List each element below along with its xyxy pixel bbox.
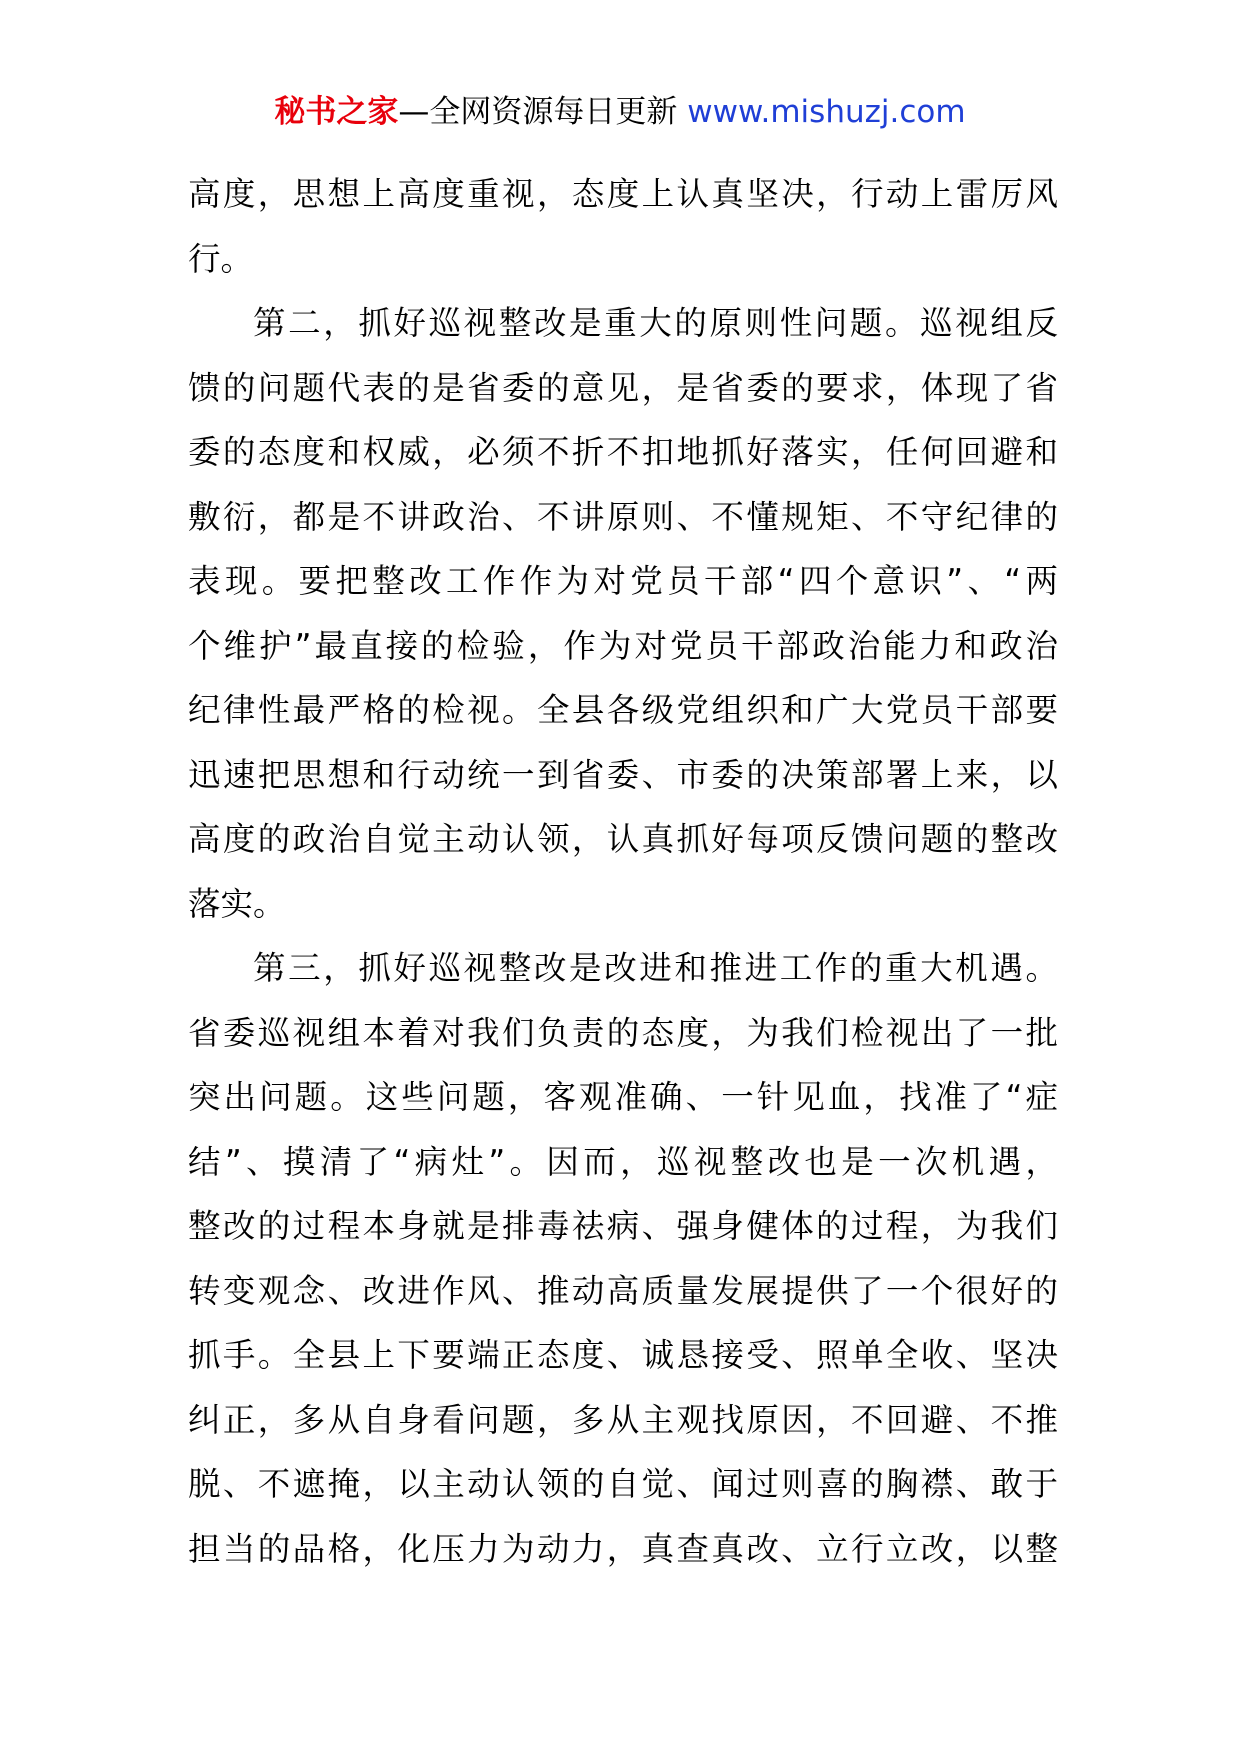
text-line: 馈的问题代表的是省委的意见，是省委的要求，体现了省 — [188, 368, 1058, 407]
text-line: 第二，抓好巡视整改是重大的原则性问题。巡视组反 — [253, 304, 1058, 342]
site-url-link[interactable]: www.mishuzj.com — [687, 94, 966, 130]
text-line: 委的态度和权威，必须不折不扣地抓好落实，任何回避和 — [188, 433, 1058, 471]
text-line: 抓手。全县上下要端正态度、诚恳接受、照单全收、坚决 — [188, 1336, 1058, 1374]
text-line: 高度的政治自觉主动认领，认真抓好每项反馈问题的整改 — [188, 820, 1058, 858]
paragraph-continued — [188, 162, 1058, 291]
paragraph-third — [188, 936, 1058, 1581]
text-line: 脱、不遮掩，以主动认领的自觉、闻过则喜的胸襟、敢于 — [188, 1465, 1058, 1503]
text-line: 第三，抓好巡视整改是改进和推进工作的重大机遇。 — [253, 949, 1058, 987]
text-line: 敷衍，都是不讲政治、不讲原则、不懂规矩、不守纪律的 — [188, 497, 1058, 536]
text-line: 突出问题。这些问题，客观准确、一针见血，找准了“症 — [188, 1078, 1058, 1116]
text-line: 个维护”最直接的检验，作为对党员干部政治能力和政治 — [188, 626, 1058, 665]
text-line: 担当的品格，化压力为动力，真查真改、立行立改，以整 — [188, 1529, 1058, 1568]
paragraph-second — [188, 291, 1058, 936]
site-brand: 秘书之家 — [274, 94, 399, 130]
text-line: 高度，思想上高度重视，态度上认真坚决，行动上雷厉风 — [188, 175, 1058, 213]
text-line: 结”、摸清了“病灶”。因而，巡视整改也是一次机遇， — [188, 1142, 1058, 1181]
text-line: 纪律性最严格的检视。全县各级党组织和广大党员干部要 — [188, 691, 1058, 729]
site-header — [0, 92, 1240, 132]
text-line: 落实。 — [188, 884, 286, 923]
text-line: 纠正，多从自身看问题，多从主观找原因，不回避、不推 — [188, 1400, 1058, 1439]
text-line: 省委巡视组本着对我们负责的态度，为我们检视出了一批 — [188, 1013, 1058, 1052]
text-line: 迅速把思想和行动统一到省委、市委的决策部署上来，以 — [188, 755, 1058, 794]
site-slogan: —全网资源每日更新 — [398, 94, 678, 130]
text-line: 行。 — [188, 239, 254, 278]
document-body — [188, 162, 1058, 1581]
text-line: 整改的过程本身就是排毒祛病、强身健体的过程，为我们 — [188, 1207, 1058, 1245]
text-line: 转变观念、改进作风、推动高质量发展提供了一个很好的 — [188, 1271, 1058, 1310]
text-line: 表现。要把整改工作作为对党员干部“四个意识”、“两 — [188, 562, 1058, 600]
